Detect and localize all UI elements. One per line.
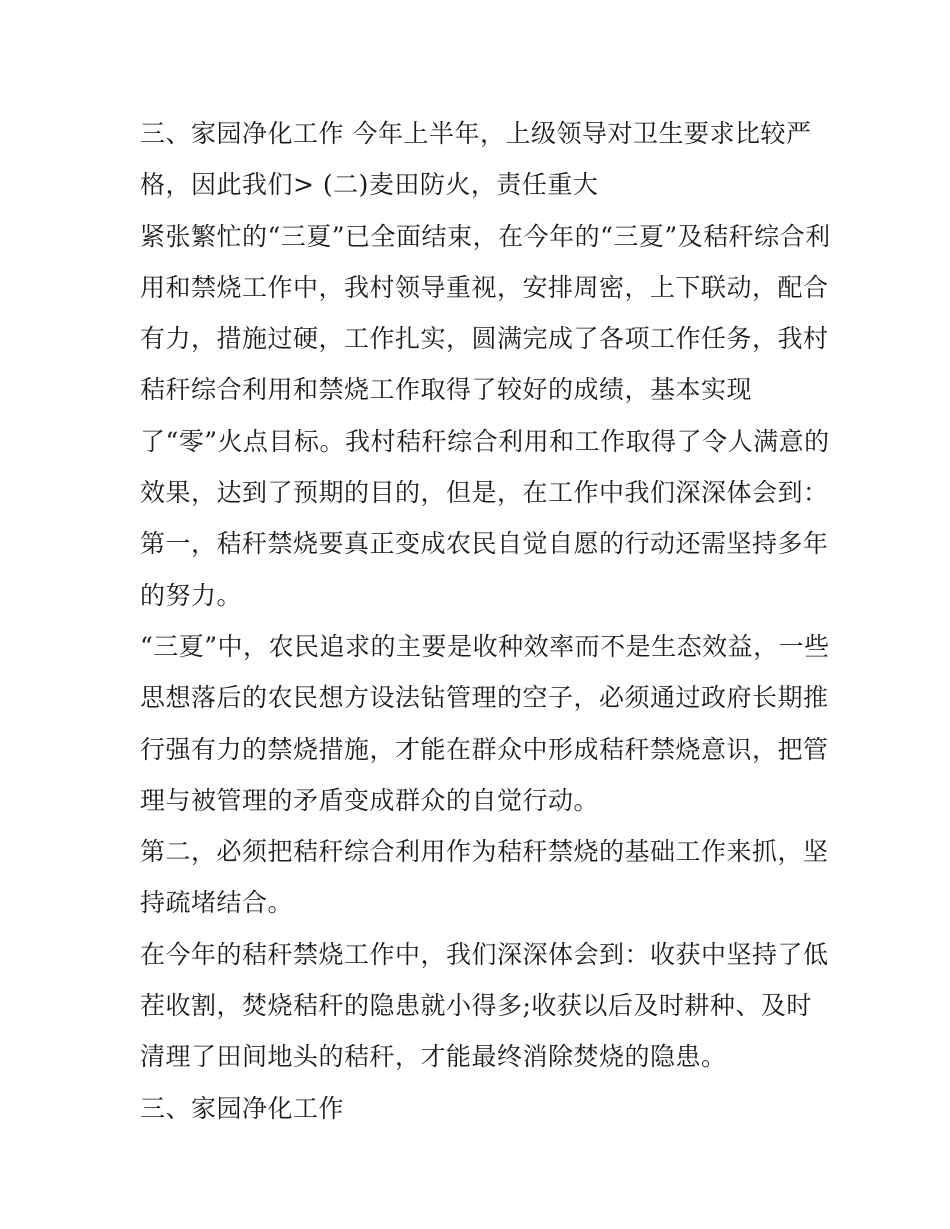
- text-line: 在今年的秸秆禁烧工作中，我们深深体会到：收获中坚持了低: [140, 939, 829, 969]
- text-line: 第一，秸秆禁烧要真正变成农民自觉自愿的行动还需坚持多年: [140, 529, 829, 559]
- text-line: 持疏堵结合。: [140, 888, 294, 918]
- text-line: 思想落后的农民想方设法钻管理的空子，必须通过政府长期推: [140, 683, 829, 713]
- text-line: 茬收割，焚烧秸秆的隐患就小得多;收获以后及时耕种、及时: [140, 991, 812, 1021]
- text-line: 用和禁烧工作中，我村领导重视，安排周密，上下联动，配合: [140, 272, 829, 302]
- text-line: 紧张繁忙的“三夏”已全面结束，在今年的“三夏”及秸秆综合利: [140, 221, 831, 251]
- document-body: [140, 108, 831, 1134]
- text-line: 秸秆综合利用和禁烧工作取得了较好的成绩，基本实现: [140, 375, 753, 405]
- text-line: 三、家园净化工作 今年上半年，上级领导对卫生要求比较严: [140, 119, 812, 148]
- text-line: 三、家园净化工作: [140, 1093, 345, 1123]
- text-line: 格，因此我们> (二)麦田防火，责任重大: [140, 170, 599, 200]
- text-line: 理与被管理的矛盾变成群众的自觉行动。: [140, 785, 600, 815]
- text-line: 行强有力的禁烧措施，才能在群众中形成秸秆禁烧意识，把管: [140, 734, 829, 764]
- text-line: 第二，必须把秸秆综合利用作为秸秆禁烧的基础工作来抓，坚: [140, 837, 829, 867]
- text-line: 有力，措施过硬，工作扎实，圆满完成了各项工作任务，我村: [140, 324, 829, 354]
- text-line: “三夏”中，农民追求的主要是收种效率而不是生态效益，一些: [140, 631, 830, 661]
- text-line: 效果，达到了预期的目的，但是，在工作中我们深深体会到：: [140, 478, 829, 508]
- text-line: 清理了田间地头的秸秆，才能最终消除焚烧的隐患。: [140, 1042, 727, 1072]
- text-line: 了“零”火点目标。我村秸秆综合利用和工作取得了令人满意的: [140, 426, 830, 456]
- text-line: 的努力。: [140, 580, 243, 610]
